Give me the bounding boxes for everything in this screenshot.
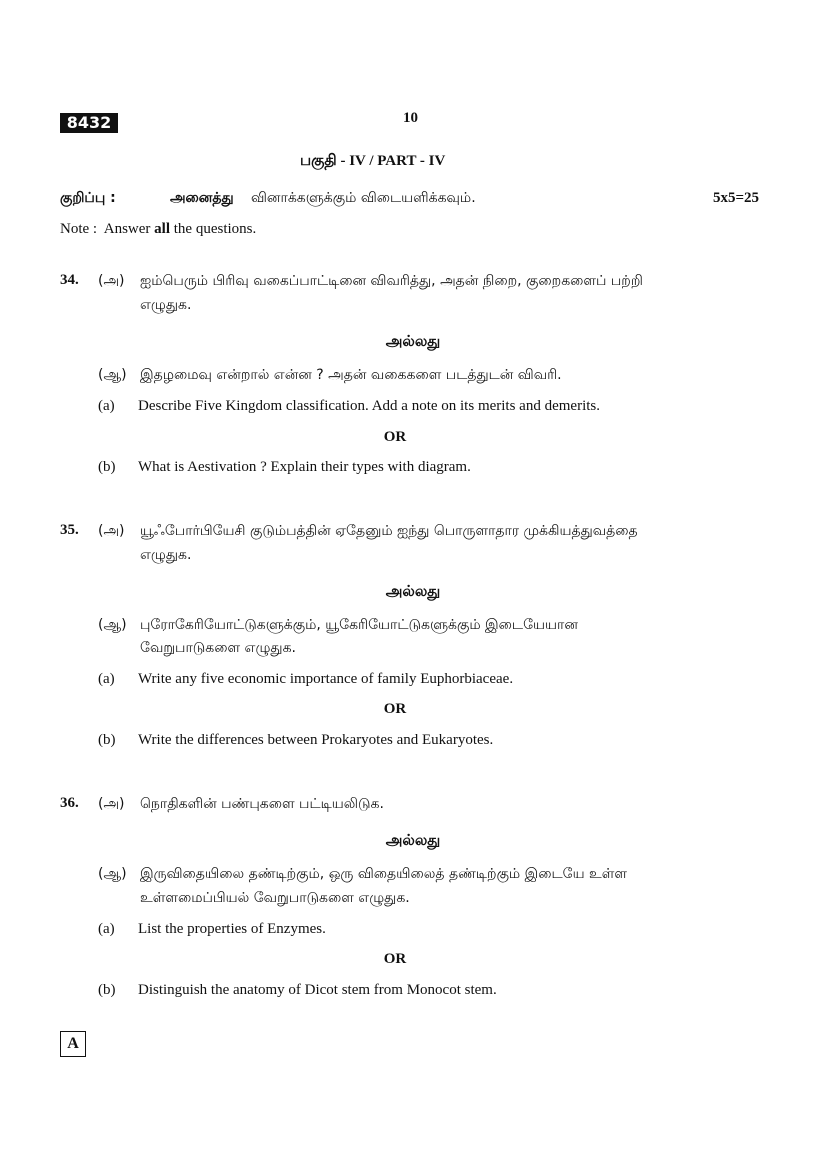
tamil-option-b-label: (ஆ) <box>98 617 127 633</box>
english-or-separator: OR <box>383 951 407 967</box>
english-note-post: the questions. <box>173 221 257 237</box>
question-number: 35. <box>60 522 79 538</box>
tamil-note-label: குறிப்பு : <box>60 190 116 206</box>
tamil-option-b-line2: உள்ளமைப்பியல் வேறுபாடுகளை எழுதுக. <box>140 890 410 906</box>
english-option-a-label: (a) <box>98 398 115 414</box>
english-option-b-label: (b) <box>98 459 116 475</box>
tamil-option-a-line2: எழுதுக. <box>140 297 192 313</box>
tamil-option-a-line1: நொதிகளின் பண்புகளை பட்டியலிடுக. <box>140 796 384 812</box>
page-number: 10 <box>403 110 418 126</box>
tamil-note-text: வினாக்களுக்கும் விடையளிக்கவும். <box>251 190 476 206</box>
question-number: 36. <box>60 795 79 811</box>
tamil-note-bold: அனைத்து <box>170 190 234 206</box>
english-option-a-text: List the properties of Enzymes. <box>138 921 326 937</box>
question-number: 34. <box>60 272 79 288</box>
english-option-b-text: Distinguish the anatomy of Dicot stem from Monocot stem. <box>138 982 497 998</box>
tamil-or-separator: அல்லது <box>385 332 441 350</box>
english-option-b-label: (b) <box>98 732 116 748</box>
tamil-option-a-line2: எழுதுக. <box>140 547 192 563</box>
tamil-option-a-line1: யூஃபோர்பியேசி குடும்பத்தின் ஏதேனும் ஐந்து பொருளாதார முக்கியத்துவத்தை <box>140 523 638 539</box>
part-title: பகுதி - IV / PART - IV <box>300 153 446 169</box>
tamil-option-b-label: (ஆ) <box>98 866 127 882</box>
english-option-a-label: (a) <box>98 921 115 937</box>
english-option-a-text: Describe Five Kingdom classification. Add a note on its merits and demerits. <box>138 398 600 414</box>
tamil-option-a-line1: ஐம்பெரும் பிரிவு வகைப்பாட்டினை விவரித்து, அதன் நிறை, குறைகளைப் பற்றி <box>140 273 643 289</box>
tamil-option-b-line1: இருவிதையிலை தண்டிற்கும், ஒரு விதையிலைத் தண்டிற்கும் இடையே உள்ள <box>140 866 628 882</box>
english-or-separator: OR <box>383 429 407 445</box>
tamil-option-b-line2: வேறுபாடுகளை எழுதுக. <box>140 640 296 656</box>
english-option-b-label: (b) <box>98 982 116 998</box>
tamil-option-b-label: (ஆ) <box>98 367 127 383</box>
version-letter-box: A <box>60 1031 86 1057</box>
english-note-label: Note : <box>60 221 98 237</box>
english-note <box>60 221 256 238</box>
marks-allocation: 5x5=25 <box>713 190 760 206</box>
english-option-b-text: What is Aestivation ? Explain their types with diagram. <box>138 459 471 475</box>
english-note-pre: Answer <box>103 221 151 237</box>
english-option-b-text: Write the differences between Prokaryotes and Eukaryotes. <box>138 732 494 748</box>
tamil-option-a-label: (அ) <box>98 796 125 812</box>
tamil-or-separator: அல்லது <box>385 831 441 849</box>
english-option-a-text: Write any five economic importance of family Euphorbiaceae. <box>138 671 514 687</box>
tamil-option-a-label: (அ) <box>98 273 125 289</box>
paper-code-badge: 8432 <box>60 113 118 133</box>
tamil-option-a-label: (அ) <box>98 523 125 539</box>
english-note-bold: all <box>154 221 171 237</box>
english-or-separator: OR <box>383 701 407 717</box>
english-option-a-label: (a) <box>98 671 115 687</box>
tamil-option-b-line1: புரோகேரியோட்டுகளுக்கும், யூகேரியோட்டுகளுக்கும் இடையேயான <box>140 617 578 633</box>
tamil-option-b-line1: இதழமைவு என்றால் என்ன ? அதன் வகைகளை படத்துடன் விவரி. <box>140 367 562 383</box>
tamil-or-separator: அல்லது <box>385 582 441 600</box>
